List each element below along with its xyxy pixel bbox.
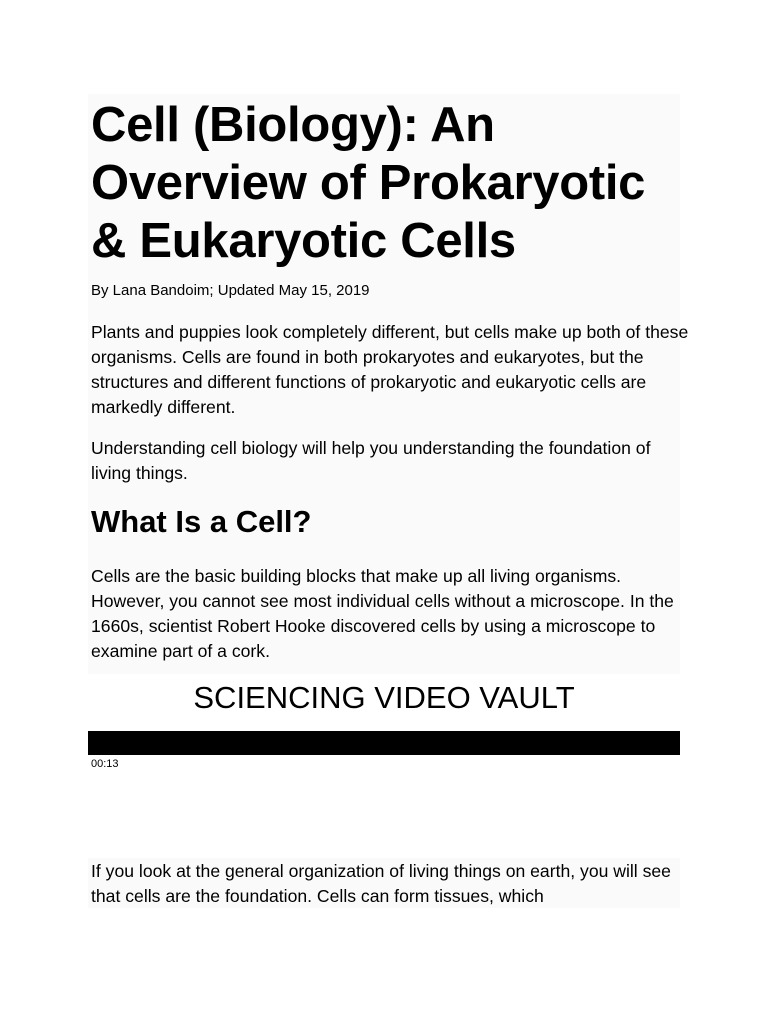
article-title: Cell (Biology): An Overview of Prokaryotic & Eukaryotic Cells xyxy=(91,98,646,268)
intro-paragraph: Plants and puppies look completely different, but cells make up both of these organisms. Cells are found in both prokaryotes and eukaryotes, but the structures and different functions of prokaryotic and eukaryotic cells are markedly different. xyxy=(91,322,689,417)
section-paragraph: Cells are the basic building blocks that make up all living organisms. However, you cannot see most individual cells without a microscope. In the 1660s, scientist Robert Hooke discovered cells by using a microscope to examine part of a cork. xyxy=(91,566,674,661)
video-vault-title: SCIENCING VIDEO VAULT xyxy=(193,680,575,715)
article-byline: By Lana Bandoim; Updated May 15, 2019 xyxy=(91,282,370,299)
continuation-block xyxy=(88,858,680,908)
understanding-paragraph: Understanding cell biology will help you understanding the foundation of living things. xyxy=(91,438,651,483)
video-player-bar[interactable] xyxy=(88,731,680,755)
video-timestamp: 00:13 xyxy=(91,758,119,770)
section-heading: What Is a Cell? xyxy=(91,504,312,539)
continuation-paragraph: If you look at the general organization of living things on earth, you will see that cells are the foundation. Cells can form tissues, which xyxy=(91,861,671,906)
